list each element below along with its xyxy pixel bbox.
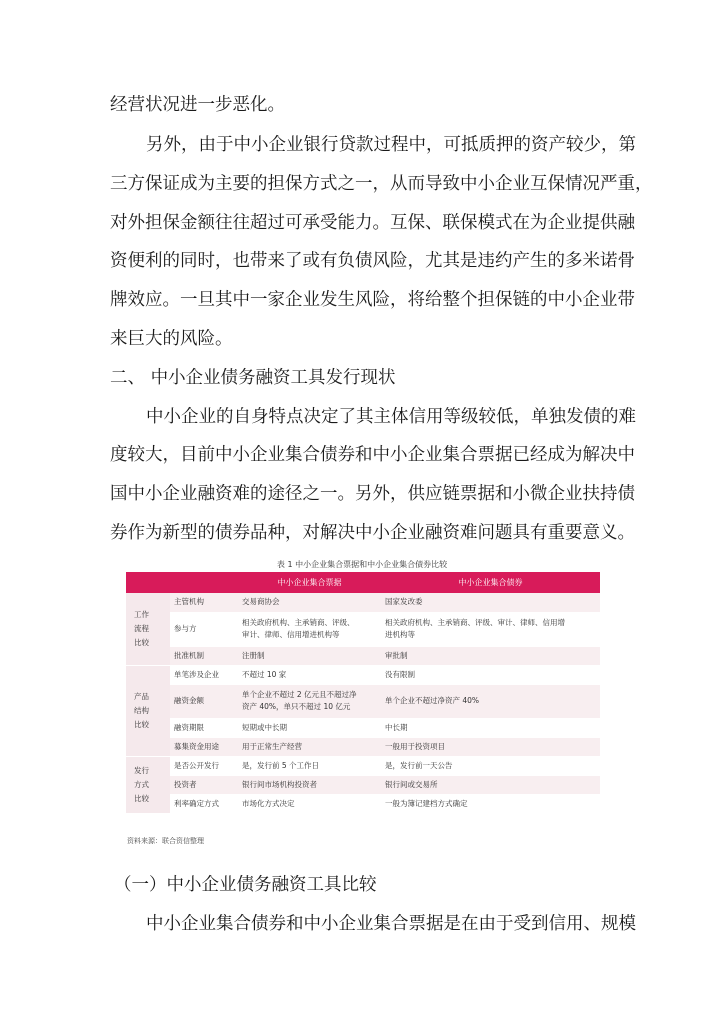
paragraph-line: 中小企业集合债券和中小企业集合票据是在由于受到信用、规模 — [146, 914, 636, 934]
table-caption: 表 1 中小企业集合票据和中小企业集合债券比较 — [276, 560, 448, 569]
table-cell: 不超过 10 家 — [238, 665, 381, 684]
paragraph-line: 对外担保金额往往超过可承受能力。互保、联保模式在为企业提供融 — [110, 213, 635, 233]
table-cell: 中长期 — [381, 718, 600, 737]
table-cell: 是，发行前一天公告 — [381, 756, 600, 775]
paragraph-line: 度较大，目前中小企业集合债券和中小企业集合票据已经成为解决中 — [110, 445, 635, 465]
paragraph-line: 资便利的同时，也带来了或有负债风险，尤其是违约产生的多米诺骨 — [110, 251, 635, 271]
table-cell: 相关政府机构、主承销商、评级、 审计、律师、信用增进机构等 — [238, 612, 381, 646]
table-header-cell: 中小企业集合票据 — [238, 572, 381, 593]
paragraph-line: 中小企业的自身特点决定了其主体信用等级较低，单独发债的难 — [146, 407, 636, 427]
section-heading: 二、 中小企业债务融资工具发行现状 — [110, 368, 396, 388]
table-row — [126, 718, 600, 737]
table-cell: 审批制 — [381, 646, 600, 665]
table-cell: 是，发行前 5 个工作日 — [238, 756, 381, 775]
table-body — [126, 593, 600, 813]
table-cell: 没有限制 — [381, 665, 600, 684]
table-row — [126, 794, 600, 813]
table-header-row — [126, 572, 600, 593]
table-row — [126, 775, 600, 794]
paragraph-line: 来巨大的风险。 — [110, 329, 233, 349]
table-source: 资料来源：联合资信整理 — [127, 837, 204, 845]
table-header-cell — [126, 572, 170, 593]
table-cell: 相关政府机构、主承销商、评级、审计、律师、信用增 进机构等 — [381, 612, 600, 646]
subsection-heading: （一）中小企业债务融资工具比较 — [114, 875, 377, 895]
comparison-table — [126, 572, 600, 814]
table-cell: 银行间市场机构投资者 — [238, 775, 381, 794]
table-cell: 用于正常生产经营 — [238, 737, 381, 756]
table-row-label: 募集资金用途 — [170, 737, 238, 756]
table-row-label: 利率确定方式 — [170, 794, 238, 813]
table-row-label: 主管机构 — [170, 593, 238, 612]
table-row — [126, 756, 600, 775]
table-row-label: 融资金额 — [170, 684, 238, 718]
paragraph-line: 券作为新型的债券品种，对解决中小企业融资难问题具有重要意义。 — [110, 523, 635, 543]
table-cell: 单个企业不超过净资产 40% — [381, 684, 600, 718]
table-header-cell: 中小企业集合债券 — [381, 572, 600, 593]
table-group-label: 产品 结构 比较 — [126, 665, 170, 756]
table-row — [126, 646, 600, 665]
table-row — [126, 737, 600, 756]
table-group-label: 工作 流程 比较 — [126, 593, 170, 665]
table-cell: 一般为簿记建档方式确定 — [381, 794, 600, 813]
table-row-label: 投资者 — [170, 775, 238, 794]
paragraph-line: 另外，由于中小企业银行贷款过程中，可抵质押的资产较少，第 — [146, 135, 636, 155]
table-row-label: 融资期限 — [170, 718, 238, 737]
table-row — [126, 612, 600, 646]
table-header-cell — [170, 572, 238, 593]
table-row — [126, 593, 600, 612]
paragraph-line: 三方保证成为主要的担保方式之一，从而导致中小企业互保情况严重， — [110, 174, 653, 194]
table-cell: 注册制 — [238, 646, 381, 665]
paragraph-line: 牌效应。一旦其中一家企业发生风险，将给整个担保链的中小企业带 — [110, 290, 635, 310]
table-cell: 一般用于投资项目 — [381, 737, 600, 756]
paragraph-line: 经营状况进一步恶化。 — [110, 95, 285, 115]
table-cell: 单个企业不超过 2 亿元且不超过净 资产 40%，单只不超过 10 亿元 — [238, 684, 381, 718]
table-row-label: 是否公开发行 — [170, 756, 238, 775]
table-cell: 国家发改委 — [381, 593, 600, 612]
table-row — [126, 665, 600, 684]
table-cell: 银行间或交易所 — [381, 775, 600, 794]
table-row-label: 批准机制 — [170, 646, 238, 665]
table-cell: 短期或中长期 — [238, 718, 381, 737]
table-row-label: 单笔涉及企业 — [170, 665, 238, 684]
table-cell: 市场化方式决定 — [238, 794, 381, 813]
table-group-label: 发行 方式 比较 — [126, 756, 170, 813]
table-row — [126, 684, 600, 718]
table-row-label: 参与方 — [170, 612, 238, 646]
paragraph-line: 国中小企业融资难的途径之一。另外，供应链票据和小微企业扶持债 — [110, 484, 635, 504]
table-cell: 交易商协会 — [238, 593, 381, 612]
